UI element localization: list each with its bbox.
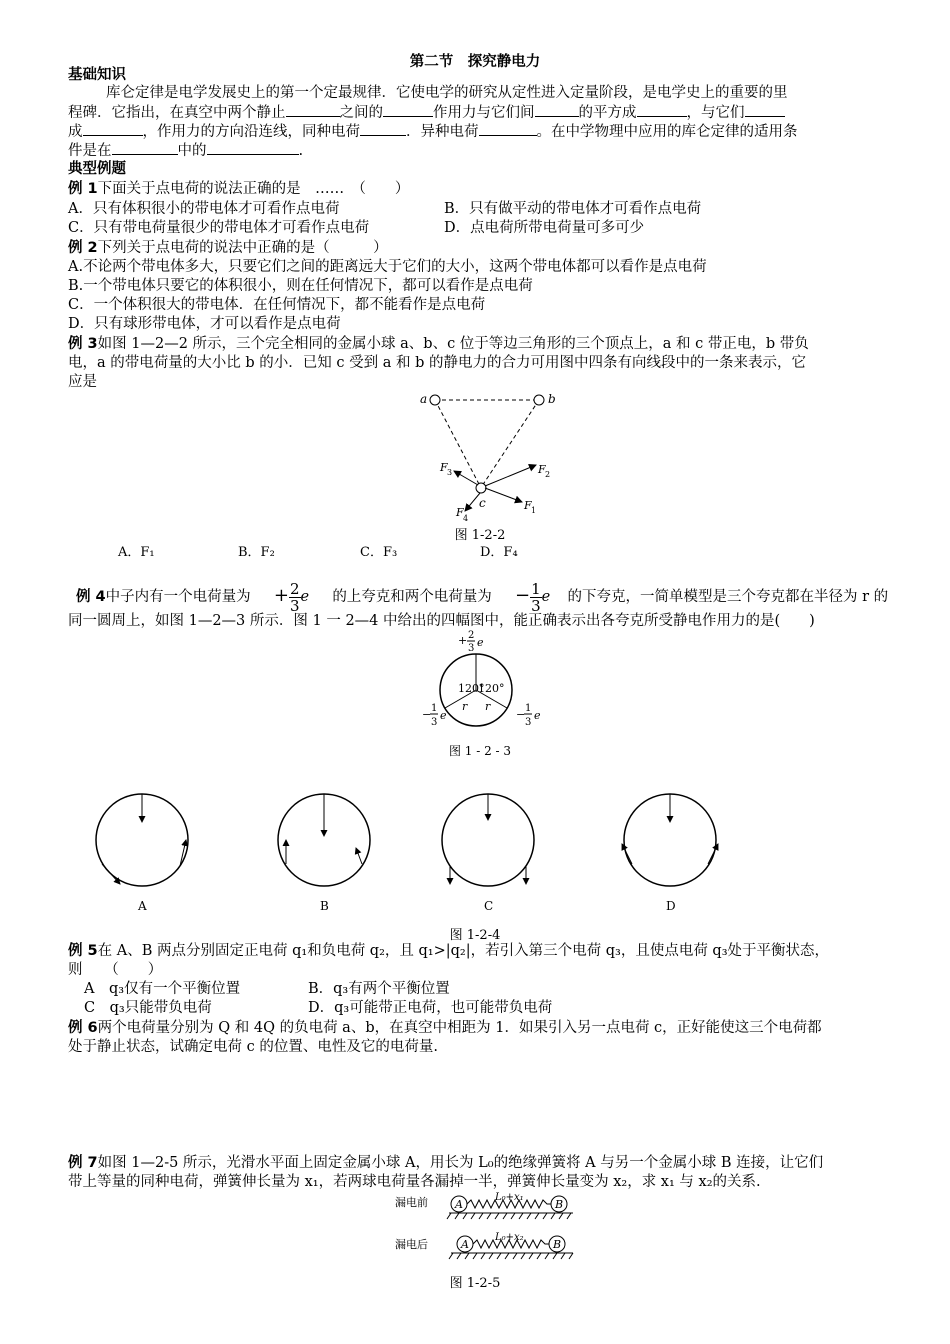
svg-text:1: 1 xyxy=(531,506,537,515)
ex1-option-c[interactable]: C．只有带电荷量很少的带电体才可看作点电荷 xyxy=(68,220,370,236)
svg-text:3: 3 xyxy=(431,717,438,728)
svg-text:e: e xyxy=(477,636,484,649)
svg-text:B: B xyxy=(555,1198,564,1211)
frac-plus-two-thirds: + $\frac{2}{3}$ e xyxy=(273,579,310,615)
intro-line-4: 件是在 中的 . xyxy=(68,140,906,160)
svg-text:1: 1 xyxy=(525,703,532,714)
angle-label-left: 120° xyxy=(458,682,485,695)
intro-line-2: 程碑．它指出，在真空中两个静止 之间的 作用力与它们间 的平方成 ，与它们 xyxy=(68,102,906,122)
label-f2: F xyxy=(538,463,546,476)
ex3-line-1: 例 3如图 1—2—2 所示，三个完全相同的金属小球 a、b、c 位于等边三角形的三个顶点上，a 和 c 带正电，b 带负 xyxy=(68,336,809,352)
blank-7[interactable] xyxy=(360,121,406,136)
ex3-option-c[interactable]: C．F₃ xyxy=(360,545,398,560)
figure-1-2-5 xyxy=(395,1190,585,1280)
section-basics: 基础知识 xyxy=(68,67,126,83)
blank-6[interactable] xyxy=(83,121,143,136)
frac-minus-one-third: − $\frac{1}{3}$ e xyxy=(515,579,551,615)
vector-f1 xyxy=(485,488,522,502)
ex3-option-d[interactable]: D．F₄ xyxy=(480,545,518,560)
ex6-line-1: 例 6两个电荷量分别为 Q 和 4Q 的负电荷 a、b，在真空中相距为 1．如果引入另一点电荷 c，正好能使这三个电荷都 xyxy=(68,1020,822,1036)
svg-text:2: 2 xyxy=(545,470,551,479)
svg-text:e: e xyxy=(534,709,541,722)
label-before: 漏电前 xyxy=(395,1196,428,1209)
intro-line-3: 成 ，作用力的方向沿连线，同种电荷 ．异种电荷 。在中学物理中应用的库仑定律的适用条 xyxy=(68,121,906,141)
label-a: a xyxy=(420,392,428,406)
figure-1-2-4 xyxy=(60,760,750,920)
panel-d[interactable] xyxy=(622,794,718,913)
svg-text:B: B xyxy=(553,1238,562,1251)
caption-1-2-5: 图 1-2-5 xyxy=(449,1276,501,1291)
ex5-option-b[interactable]: B．q₃有两个平衡位置 xyxy=(308,981,450,997)
label-c: c xyxy=(479,496,486,510)
ex1-question: 例 1下面关于点电荷的说法正确的是 …… （ ） xyxy=(68,181,410,197)
ex3-option-b[interactable]: B．F₂ xyxy=(238,545,275,560)
svg-text:e: e xyxy=(440,709,447,722)
svg-text:2: 2 xyxy=(468,630,475,641)
ball-a xyxy=(430,395,440,405)
blank-2[interactable] xyxy=(383,102,433,117)
ex5-line-2: 则 （ ） xyxy=(68,962,163,978)
label-after: 漏电后 xyxy=(395,1238,428,1251)
ex3-line-3: 应是 xyxy=(68,374,97,390)
label-b: b xyxy=(548,392,556,406)
intro-line-1: 库仑定律是电学发展史上的第一个定最规律．它使电学的研究从定性进入定量阶段，是电学史上的重要的里 xyxy=(106,85,788,101)
blank-3[interactable] xyxy=(535,102,579,117)
label-f3: F xyxy=(440,461,448,474)
blank-10[interactable] xyxy=(207,140,299,155)
svg-text:1: 1 xyxy=(431,703,438,714)
ex3-line-2: 电，a 的带电荷量的大小比 b 的小．已知 c 受到 a 和 b 的静电力的合力可用图中四条有向线段中的一条来表示，它 xyxy=(68,355,806,371)
caption-1-2-4: 图 1-2-4 xyxy=(449,928,501,943)
ex5-option-c[interactable]: C q₃只能带负电荷 xyxy=(84,1000,212,1016)
svg-text:A: A xyxy=(461,1238,469,1251)
panel-label-b: B xyxy=(320,899,329,913)
ex5-option-a[interactable]: A q₃仅有一个平衡位置 xyxy=(84,981,241,997)
svg-text:3: 3 xyxy=(468,643,475,654)
ex3-option-a[interactable]: A．F₁ xyxy=(118,545,155,560)
figure-1-2-3 xyxy=(418,630,548,740)
ex2-question: 例 2下列关于点电荷的说法中正确的是（ ） xyxy=(68,240,388,256)
ex1-option-a[interactable]: A．只有体积很小的带电体才可看作点电荷 xyxy=(68,201,340,217)
svg-text:3: 3 xyxy=(525,717,532,728)
ex5-option-d[interactable]: D．q₃可能带正电荷，也可能带负电荷 xyxy=(308,1000,553,1016)
ex7-line-1: 例 7如图 1—2-5 所示，光滑水平面上固定金属小球 A，用长为 L₀的绝缘弹簧将 A 与另一个金属小球 B 连接，让它们 xyxy=(68,1155,824,1171)
angle-label-right: 120° xyxy=(478,682,505,695)
ex2-option-d[interactable]: D．只有球形带电体，才可以看作是点电荷 xyxy=(68,316,341,332)
label-f4: F xyxy=(456,506,464,519)
blank-9[interactable] xyxy=(112,140,178,155)
ex4-line-2: 同一圆周上，如图 1—2—3 所示．图 1 一 2—4 中给出的四幅图中，能正确表示出各夸克所受静电作用力的是( ) xyxy=(68,613,815,629)
vector-f2 xyxy=(485,465,536,486)
section-examples: 典型例题 xyxy=(68,161,126,177)
caption-1-2-2: 图 1-2-2 xyxy=(454,528,506,543)
svg-text:3: 3 xyxy=(447,468,453,477)
blank-8[interactable] xyxy=(479,121,537,136)
ex2-option-c[interactable]: C．一个体积很大的带电体．在任何情况下，都不能看作是点电荷 xyxy=(68,297,486,313)
ex6-line-2: 处于静止状态，试确定电荷 c 的位置、电性及它的电荷量. xyxy=(68,1039,438,1055)
svg-text:−: − xyxy=(516,708,526,721)
panel-label-a: A xyxy=(138,899,147,913)
panel-b[interactable] xyxy=(278,794,370,913)
ex1-option-d[interactable]: D．点电荷所带电荷量可多可少 xyxy=(444,220,645,236)
svg-text:L₀+x₁: L₀+x₁ xyxy=(495,1192,524,1203)
svg-text:L₀+x₂: L₀+x₂ xyxy=(495,1232,524,1243)
ex5-line-1: 例 5在 A、B 两点分别固定正电荷 q₁和负电荷 q₂，且 q₁>|q₂|，若引入第三个电荷 q₃，且使点电荷 q₃处于平衡状态， xyxy=(68,943,830,959)
svg-text:r: r xyxy=(462,700,468,713)
svg-text:A: A xyxy=(455,1198,463,1211)
panel-c[interactable] xyxy=(442,794,534,913)
svg-text:+: + xyxy=(458,634,468,647)
caption-1-2-3: 图 1 - 2 - 3 xyxy=(448,744,512,758)
page-title: 第二节 探究静电力 xyxy=(409,54,541,70)
ex7-line-2: 带上等量的同种电荷，弹簧伸长量为 x₁，若两球电荷量各漏掉一半，弹簧伸长量变为 x₂，求 x₁ 与 x₂的关系. xyxy=(68,1174,761,1190)
triangle-side-bc xyxy=(482,400,539,486)
ex1-option-b[interactable]: B．只有做平动的带电体才可看作点电荷 xyxy=(444,201,702,217)
ex2-option-a[interactable]: A.不论两个带电体多大，只要它们之间的距离远大于它们的大小，这两个带电体都可以看作是点电荷 xyxy=(68,259,707,275)
vector-f4 xyxy=(465,493,480,511)
vector-f3 xyxy=(454,471,478,485)
panel-a[interactable] xyxy=(96,794,188,913)
label-f1: F xyxy=(524,499,532,512)
svg-text:4: 4 xyxy=(463,514,469,523)
blank-4[interactable] xyxy=(637,102,687,117)
blank-5[interactable] xyxy=(745,102,785,117)
panel-label-c: C xyxy=(484,899,494,913)
svg-text:−: − xyxy=(422,708,432,721)
blank-1[interactable] xyxy=(286,102,340,117)
ex2-option-b[interactable]: B.一个带电体只要它的体积很小，则在任何情况下，都可以看作是点电荷 xyxy=(68,278,533,294)
ball-b xyxy=(534,395,544,405)
panel-label-d: D xyxy=(666,899,676,913)
svg-text:r: r xyxy=(485,700,491,713)
ex4-line-1: 例 4中子内有一个电荷量为 + $\frac{2}{3}$ e 的上夸克和两个电荷量为 − $\frac{1}{3}$ e 的下夸克，一简单模型是三个夸克都在半径为 r 的 xyxy=(76,579,889,615)
figure-1-2-2 xyxy=(410,385,570,525)
